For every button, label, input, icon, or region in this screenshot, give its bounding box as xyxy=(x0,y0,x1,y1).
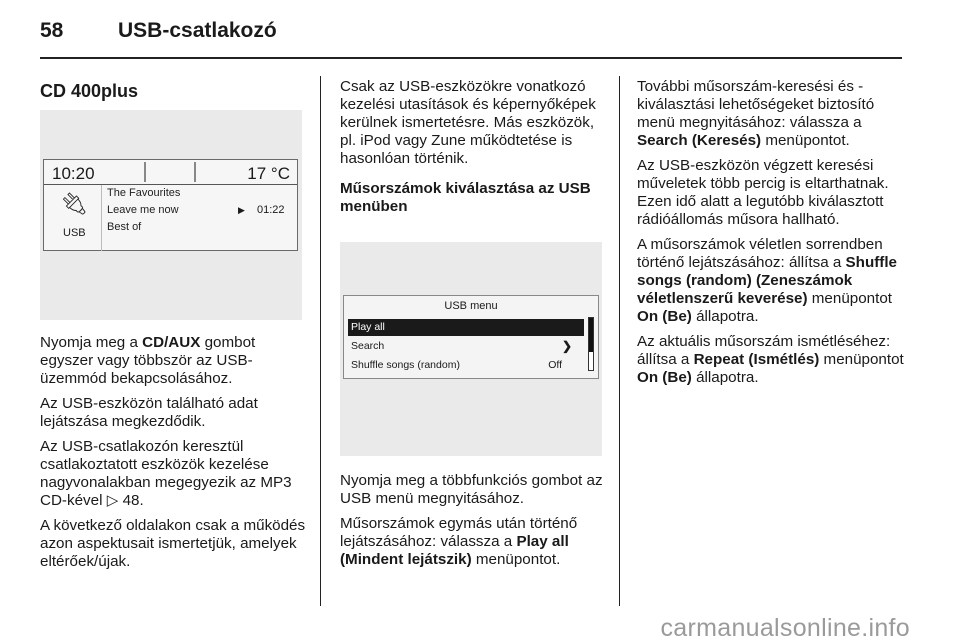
usb-menu-display-image xyxy=(340,242,602,456)
usb-icon: 🔌︎ xyxy=(60,191,88,216)
paragraph: További műsorszám-keresési és -kiválasztási lehetőségeket biztosító menü megnyitásához: válassza a Search (Keresés) menüpontot. xyxy=(637,78,875,149)
paragraph: A következő oldalakon csak a működés azon aspektusait ismertetjük, amelyek eltérőek/újak. xyxy=(40,517,306,570)
menu-item-search: Search ❯ xyxy=(351,339,572,353)
header-divider xyxy=(40,57,902,59)
page-reference-icon: ▷ xyxy=(106,492,119,509)
paragraph: Az USB-csatlakozón keresztül csatlakoztatott eszközök kezelése nagyvonalakban megegyezik az MP3 CD-kével ▷ 48. xyxy=(40,438,292,509)
track-item: Best of xyxy=(107,221,142,233)
column-2-text-top xyxy=(340,78,610,223)
paragraph: Műsorszámok egymás után történő lejátszásához: válassza a Play all (Mindent lejátszik) menüpontot. xyxy=(340,515,578,568)
track-item: The Favourites xyxy=(107,187,181,199)
menu-item-play-all: Play all xyxy=(348,319,584,336)
shuffle-value: Off xyxy=(548,359,562,371)
paragraph: Nyomja meg a többfunkciós gombot az USB menü megnyitásához. xyxy=(340,472,603,507)
column-2-text-bottom xyxy=(340,472,610,576)
usb-source-label: USB xyxy=(63,227,86,239)
display-divider xyxy=(44,184,297,185)
chevron-right-icon: ❯ xyxy=(561,339,572,353)
paragraph: Az USB-eszközön található adat lejátszása megkezdődik. xyxy=(40,395,258,430)
watermark: carmanualsonline.info xyxy=(660,614,910,642)
status-separator xyxy=(144,162,146,182)
column-1-text xyxy=(40,334,312,578)
play-time: 01:22 xyxy=(257,204,285,216)
scrollbar-thumb xyxy=(589,318,593,352)
section-title: CD 400plus xyxy=(40,81,139,101)
menu-item-shuffle: Shuffle songs (random) Off xyxy=(348,357,584,374)
page-title: USB-csatlakozó xyxy=(118,19,277,42)
temperature-readout: 17 °C xyxy=(247,164,290,183)
clock-time: 10:20 xyxy=(52,164,95,183)
column-divider-2 xyxy=(619,76,620,606)
paragraph: A műsorszámok véletlen sorrendben történő lejátszásához: állítsa a Shuffle songs (random) (Zeneszámok véletlenszerű keverése) menüpontot On (Be) állapotra. xyxy=(637,236,897,325)
play-icon: ▶ xyxy=(238,205,245,215)
menu-panel xyxy=(343,295,599,379)
status-separator xyxy=(194,162,196,182)
cd400-display-image xyxy=(40,110,302,320)
column-3-text xyxy=(637,78,905,394)
menu-title: USB menu xyxy=(444,300,498,312)
display-panel xyxy=(43,159,298,251)
column-divider-1 xyxy=(320,76,321,606)
paragraph: Csak az USB-eszközökre vonatkozó kezelési utasítások és képernyőképek kerülnek ismertetésre. Más eszközök, pl. iPod vagy Zune működtetése is hasonlóan történik. xyxy=(340,78,596,167)
page-number: 58 xyxy=(40,19,64,42)
paragraph: Az USB-eszközön végzett keresési műveletek több percig is eltarthatnak. Ezen idő alatt a legutóbb kiválasztott rádióállomás műsora hallható. xyxy=(637,157,889,228)
paragraph: Nyomja meg a CD/AUX gombot egyszer vagy többször az USB-üzemmód bekapcsolásához. xyxy=(40,334,256,387)
track-item: Leave me now xyxy=(107,204,179,216)
menu-scrollbar xyxy=(588,317,594,371)
paragraph: Az aktuális műsorszám ismétléséhez: állítsa a Repeat (Ismétlés) menüpontot On (Be) állapotra. xyxy=(637,333,904,386)
display-divider xyxy=(101,185,102,251)
subheading: Műsorszámok kiválasztása az USB menüben xyxy=(340,180,591,215)
